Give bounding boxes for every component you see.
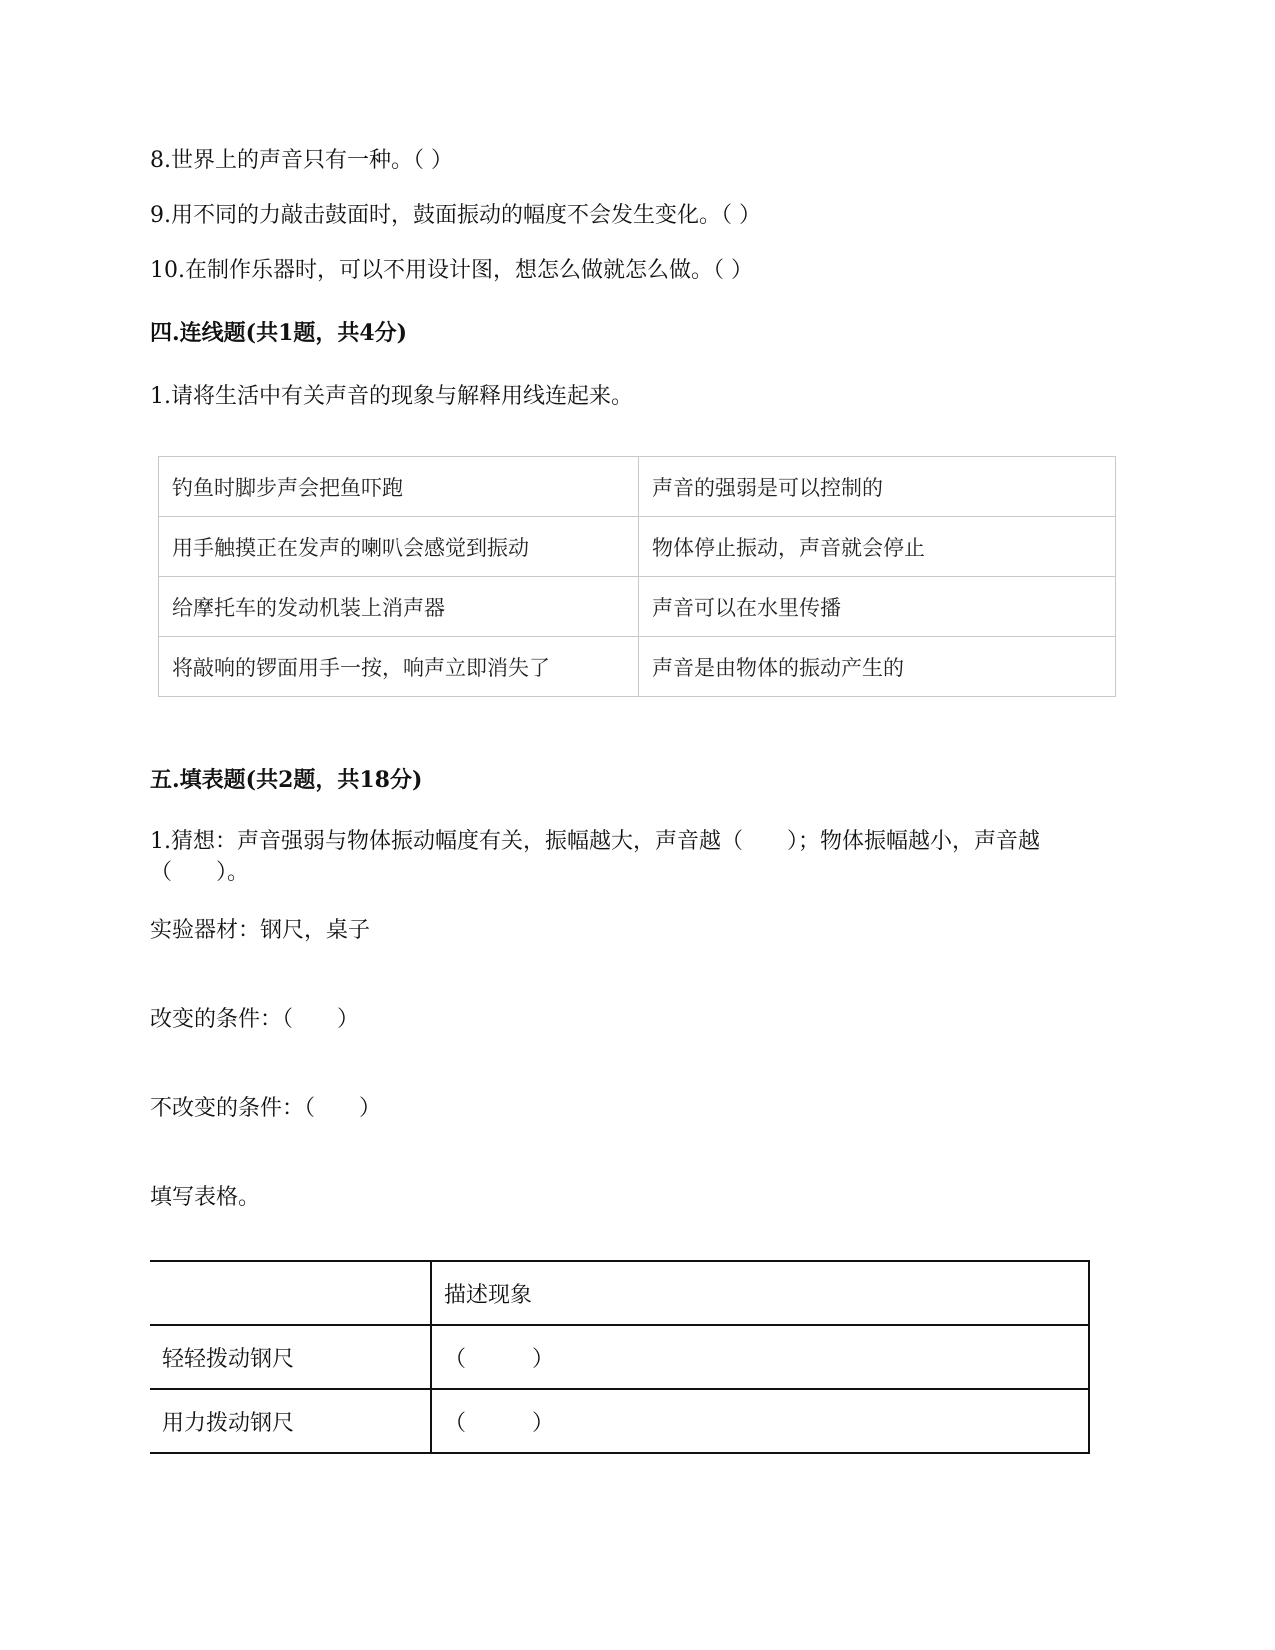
phenomenon-cell: 将敲响的锣面用手一按，响声立即消失了 [159, 637, 639, 697]
explanation-cell: 声音的强弱是可以控制的 [639, 457, 1116, 517]
phenomenon-cell: 用手触摸正在发声的喇叭会感觉到振动 [159, 517, 639, 577]
changed-condition: 改变的条件：（ ） [150, 1007, 360, 1032]
table-row [159, 637, 1116, 697]
row-label: 轻轻拨动钢尺 [150, 1325, 431, 1389]
section-5-title: 五.填表题(共2题，共18分) [150, 767, 423, 793]
matching-question: 1.请将生活中有关声音的现象与解释用线连起来。 [150, 384, 633, 409]
materials-text: 实验器材：钢尺，桌子 [150, 918, 371, 943]
explanation-cell: 声音是由物体的振动产生的 [639, 637, 1116, 697]
row-label: 用力拨动钢尺 [150, 1389, 431, 1453]
phenomenon-cell: 钓鱼时脚步声会把鱼吓跑 [159, 457, 639, 517]
question-9: 9.用不同的力敲击鼓面时，鼓面振动的幅度不会发生变化。（ ） [150, 203, 761, 228]
table-row [159, 517, 1116, 577]
explanation-cell: 声音可以在水里传播 [639, 577, 1116, 637]
question-8: 8.世界上的声音只有一种。（ ） [150, 148, 453, 173]
unchanged-condition: 不改变的条件：（ ） [150, 1096, 382, 1121]
table-row [150, 1389, 1089, 1453]
header-cell-description: 描述现象 [431, 1261, 1089, 1325]
table-row [159, 457, 1116, 517]
header-cell-empty [150, 1261, 431, 1325]
explanation-cell: 物体停止振动，声音就会停止 [639, 517, 1116, 577]
table-header-row [150, 1261, 1089, 1325]
table-row [150, 1325, 1089, 1389]
section-4-title: 四.连线题(共1题，共4分) [150, 320, 408, 346]
fill-table-instruction: 填写表格。 [150, 1185, 261, 1210]
fill-table [150, 1260, 1090, 1454]
question-10: 10.在制作乐器时，可以不用设计图，想怎么做就怎么做。（ ） [150, 258, 753, 283]
guess-text: 1.猜想：声音强弱与物体振动幅度有关，振幅越大，声音越（ ）；物体振幅越小，声音越（ ）。 [150, 829, 1040, 885]
answer-blank: （ ） [431, 1389, 1089, 1453]
answer-blank: （ ） [431, 1325, 1089, 1389]
phenomenon-cell: 给摩托车的发动机装上消声器 [159, 577, 639, 637]
matching-table [158, 456, 1116, 697]
table-row [159, 577, 1116, 637]
